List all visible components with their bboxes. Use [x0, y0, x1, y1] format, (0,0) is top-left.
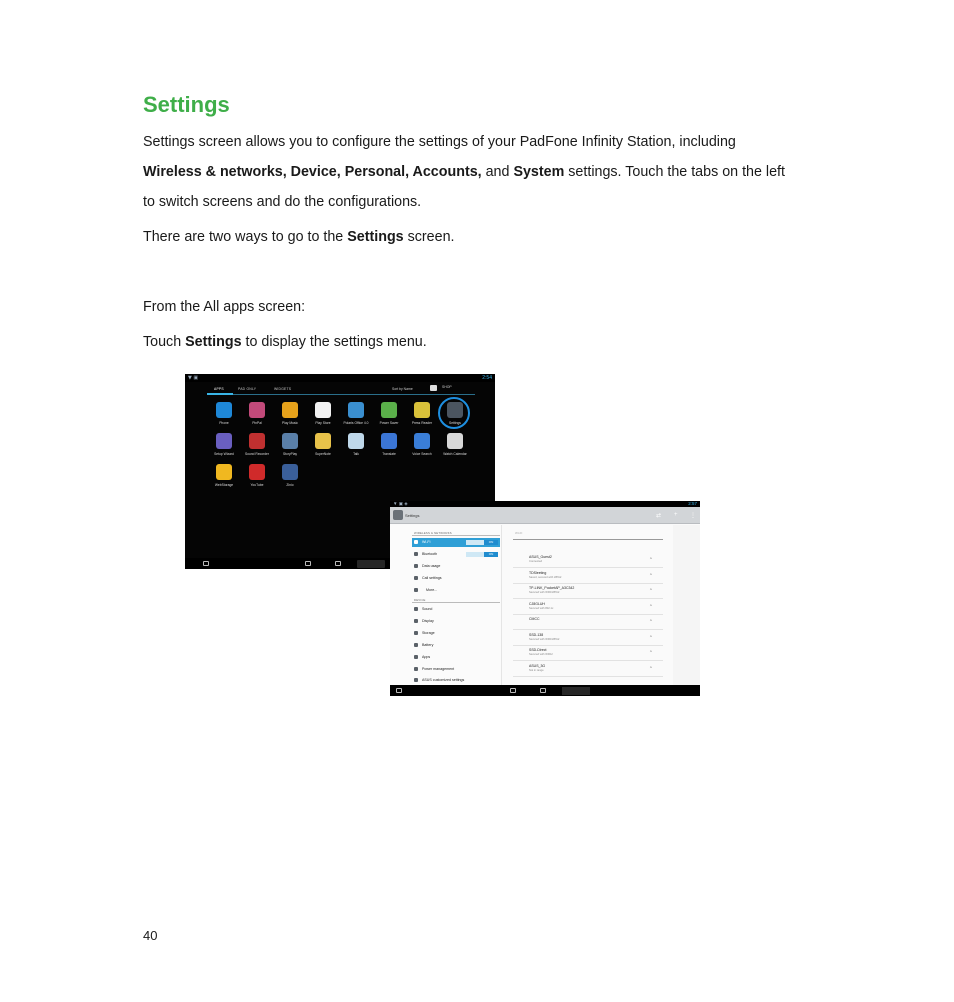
- wifi-network-item[interactable]: [513, 631, 663, 646]
- intro-line-1: Settings screen allows you to configure the settings of your PadFone Infinity Station, including: [143, 134, 736, 150]
- app-label: Talk: [353, 452, 359, 456]
- settings-item-apps[interactable]: [412, 653, 500, 662]
- wifi-signal-icon: ◔: [649, 602, 653, 609]
- network-name: SSD-Direct: [529, 648, 547, 652]
- settings-item-label: More...: [426, 588, 438, 592]
- settings-item-power-management[interactable]: [412, 665, 500, 674]
- app-play-music[interactable]: [275, 402, 305, 434]
- settings-app-icon: [393, 510, 403, 520]
- section-wireless-networks: WIRELESS & NETWORKS: [414, 531, 452, 535]
- app-icon: [249, 464, 265, 480]
- tab-divider: [207, 394, 475, 395]
- status-time: 2:57: [688, 501, 697, 506]
- section-divider: [412, 602, 500, 603]
- wifi-signal-icon: ◔: [649, 633, 653, 640]
- home-icon[interactable]: [540, 688, 546, 693]
- section-device: DEVICE: [414, 598, 426, 602]
- app-power-saver[interactable]: [374, 402, 404, 434]
- app-label: Settings: [449, 421, 461, 425]
- app-storyplay[interactable]: [275, 433, 305, 465]
- settings-item-label: ASUS customized settings: [422, 678, 465, 682]
- network-status: Not in range: [529, 668, 544, 672]
- toggle-switch[interactable]: [466, 552, 498, 557]
- notification-icons: ▼ ▣: [188, 375, 199, 381]
- settings-item-wi-fi[interactable]: [412, 538, 500, 547]
- settings-item-label: Sound: [422, 607, 433, 611]
- app-watch-calendar[interactable]: [440, 433, 470, 465]
- toggle-track: [466, 552, 484, 557]
- wifi-signal-icon: ◔: [649, 618, 653, 624]
- wifi-network-item[interactable]: [513, 569, 663, 584]
- settings-item-label: Call settings: [422, 576, 442, 580]
- app-talk[interactable]: [341, 433, 371, 465]
- tab-pad-only[interactable]: PAD ONLY: [238, 387, 257, 391]
- settings-item-asus-customized-settings[interactable]: [412, 676, 500, 685]
- tab-widgets[interactable]: WIDGETS: [274, 387, 292, 391]
- app-press-reader[interactable]: [407, 402, 437, 434]
- network-status: Secured with WPA2: [529, 653, 553, 656]
- settings-item-bluetooth[interactable]: [412, 550, 500, 559]
- app-icon: [282, 433, 298, 449]
- settings-item-label: Battery: [422, 643, 434, 647]
- app-label: Play Music: [282, 421, 298, 425]
- settings-item-more[interactable]: [412, 586, 500, 595]
- network-status: Saved, secured with WPA2: [529, 575, 562, 579]
- right-margin: [673, 525, 700, 685]
- tab-selected-indicator: [207, 393, 233, 395]
- settings-item-battery[interactable]: [412, 641, 500, 650]
- app-setup-wizard[interactable]: [209, 433, 239, 465]
- touch-pre: Touch: [143, 334, 186, 350]
- app-label: Setup Wizard: [214, 452, 234, 456]
- intro-bold-system: System: [513, 164, 565, 180]
- settings-item-icon: [414, 643, 418, 647]
- app-label: Watch Calendar: [443, 452, 467, 456]
- app-icon: [315, 402, 331, 418]
- settings-item-icon: [414, 576, 418, 580]
- settings-item-icon: [414, 678, 418, 682]
- settings-menu: [390, 525, 502, 685]
- network-name: CMCC: [529, 617, 540, 621]
- app-icon: [282, 464, 298, 480]
- sort-by-name[interactable]: Sort by Name: [392, 387, 413, 391]
- app-label: Phone: [219, 421, 229, 425]
- app-icon: [216, 402, 232, 418]
- overflow-menu-icon[interactable]: ⋮: [690, 513, 696, 519]
- network-name: SSD-138: [529, 632, 544, 637]
- settings-item-label: Apps: [422, 655, 431, 659]
- settings-item-icon: [414, 619, 418, 623]
- intro-and: and: [481, 164, 514, 180]
- network-status: Connected: [529, 560, 542, 563]
- intro-bold-categories: Wireless & networks, Device, Personal, Accounts,: [143, 164, 482, 180]
- app-icon: [216, 464, 232, 480]
- settings-item-icon: [414, 607, 418, 611]
- navigation-bar: [390, 685, 700, 696]
- settings-item-icon: [414, 540, 418, 544]
- network-name: ASUS_Guest2: [529, 555, 552, 559]
- asus-menu-icon[interactable]: [203, 561, 209, 566]
- app-pinpal[interactable]: [242, 402, 272, 434]
- app-label: StoryPlay: [282, 452, 298, 456]
- section-divider: [412, 535, 500, 536]
- touch-bold: Settings: [185, 334, 242, 350]
- wifi-signal-icon: ◔: [649, 649, 653, 655]
- wifi-network-item[interactable]: [513, 615, 663, 630]
- status-time: 2:54: [482, 375, 492, 381]
- action-bar-title: Settings: [405, 512, 420, 518]
- intro-rest: settings. Touch the tabs on the left: [564, 164, 785, 180]
- toggle-switch[interactable]: [466, 540, 498, 545]
- app-phone[interactable]: [209, 402, 239, 434]
- wps-icon[interactable]: ⇄: [656, 513, 662, 519]
- asus-menu-icon[interactable]: [396, 688, 402, 693]
- intro-line-3: to switch screens and do the configurations.: [143, 194, 422, 210]
- app-icon: [414, 402, 430, 418]
- settings-item-storage[interactable]: [412, 629, 500, 638]
- shop-label[interactable]: SHOP: [442, 385, 452, 389]
- settings-item-icon: [414, 552, 418, 556]
- app-icon: [381, 433, 397, 449]
- toggle-track: [466, 540, 484, 545]
- network-name: ASUS_3G: [529, 663, 546, 668]
- wifi-panel: [503, 525, 673, 685]
- settings-item-sound[interactable]: [412, 605, 500, 614]
- settings-item-icon: [414, 655, 418, 659]
- ways-post: screen.: [403, 229, 455, 245]
- app-webstorage[interactable]: [209, 464, 239, 496]
- status-bar: [185, 374, 495, 382]
- settings-item-label: Wi-Fi: [422, 540, 431, 544]
- app-polaris-office-4-0[interactable]: [341, 402, 371, 434]
- app-icon: [282, 402, 298, 418]
- ways-paragraph: [143, 228, 455, 246]
- app-label: Sound Recorder: [244, 452, 269, 456]
- app-voice-search[interactable]: [407, 433, 437, 465]
- page-number: 40: [143, 928, 158, 943]
- back-icon[interactable]: [510, 688, 516, 693]
- settings-item-call-settings[interactable]: [412, 574, 500, 583]
- app-label: Polaris Office 4.0: [343, 421, 369, 425]
- settings-item-label: Display: [422, 619, 434, 623]
- settings-item-label: Data usage: [422, 564, 441, 568]
- network-name: CJ8GLUH: [529, 601, 545, 606]
- home-icon[interactable]: [335, 561, 341, 566]
- wifi-network-item[interactable]: [513, 600, 663, 615]
- app-zinio[interactable]: [275, 464, 305, 496]
- settings-item-display[interactable]: [412, 617, 500, 626]
- add-network-icon[interactable]: +: [674, 512, 678, 518]
- app-label: PinPal: [252, 421, 262, 425]
- settings-item-label: Power management: [422, 667, 455, 671]
- app-icon: [249, 402, 265, 418]
- wifi-network-item[interactable]: [513, 553, 663, 568]
- wifi-network-item[interactable]: [513, 662, 663, 677]
- network-status: Secured with 802.1x: [529, 606, 554, 610]
- settings-item-icon: [414, 564, 418, 568]
- network-name: TDSleeting: [529, 570, 547, 575]
- app-icon: [348, 433, 364, 449]
- app-label: Translate: [382, 452, 396, 456]
- action-bar: [390, 507, 700, 524]
- app-icon: [348, 402, 364, 418]
- recent-apps-button[interactable]: [357, 560, 385, 568]
- app-translate[interactable]: [374, 433, 404, 465]
- settings-item-icon: [414, 667, 418, 671]
- wifi-signal-icon: ◔: [649, 664, 653, 671]
- app-icon: [249, 433, 265, 449]
- app-youtube[interactable]: [242, 464, 272, 496]
- network-status: Secured with WPA/WPA2: [529, 591, 560, 594]
- app-sound-recorder[interactable]: [242, 433, 272, 465]
- app-icon: [315, 433, 331, 449]
- page-title: Settings: [143, 92, 230, 117]
- app-label: Play Store: [315, 421, 331, 425]
- app-label: SuperNote: [315, 452, 331, 456]
- app-icon: [381, 402, 397, 418]
- app-icon: [447, 433, 463, 449]
- back-icon[interactable]: [305, 561, 311, 566]
- wifi-signal-icon: ◔: [649, 556, 653, 562]
- toggle-on-label: ON: [484, 552, 498, 557]
- shop-icon[interactable]: [430, 385, 437, 391]
- wifi-network-item[interactable]: [513, 584, 663, 599]
- app-label: Zinio: [286, 483, 294, 487]
- from-all-apps: From the All apps screen:: [143, 299, 306, 315]
- network-name: TP-LINK_PocketAP_A3C342: [529, 586, 575, 590]
- app-label: YouTube: [250, 483, 264, 487]
- wifi-network-item[interactable]: [513, 646, 663, 661]
- app-supernote[interactable]: [308, 433, 338, 465]
- notification-icons: ▼ ▣ ◈: [393, 501, 408, 506]
- tab-apps[interactable]: APPS: [214, 387, 224, 391]
- settings-item-label: Storage: [422, 631, 435, 635]
- ways-pre: There are two ways to go to the: [143, 229, 348, 245]
- wifi-header: WI-FI: [515, 531, 523, 535]
- app-label: Voice Search: [412, 452, 432, 456]
- toggle-on-label: ON: [484, 540, 498, 545]
- settings-item-data-usage[interactable]: [412, 562, 500, 571]
- touch-post: to display the settings menu.: [241, 334, 427, 350]
- intro-line-2: [143, 163, 785, 181]
- wifi-header-divider: [513, 539, 663, 540]
- app-label: WebStorage: [214, 483, 234, 487]
- touch-paragraph: [143, 333, 427, 351]
- network-status: Secured with WPA/WPA2: [529, 637, 560, 641]
- wifi-signal-icon: ◔: [649, 571, 653, 578]
- settings-item-icon: [414, 631, 418, 635]
- app-label: Press Reader: [411, 421, 433, 425]
- app-label: Power Saver: [379, 421, 399, 425]
- settings-item-icon: [414, 588, 418, 592]
- wifi-signal-icon: ◔: [649, 587, 653, 593]
- settings-highlight-circle: [438, 397, 470, 429]
- ways-bold: Settings: [347, 229, 404, 245]
- app-play-store[interactable]: [308, 402, 338, 434]
- settings-item-label: Bluetooth: [422, 552, 438, 556]
- settings-screenshot: [390, 501, 700, 696]
- recent-apps-button[interactable]: [562, 687, 590, 695]
- app-icon: [216, 433, 232, 449]
- app-icon: [414, 433, 430, 449]
